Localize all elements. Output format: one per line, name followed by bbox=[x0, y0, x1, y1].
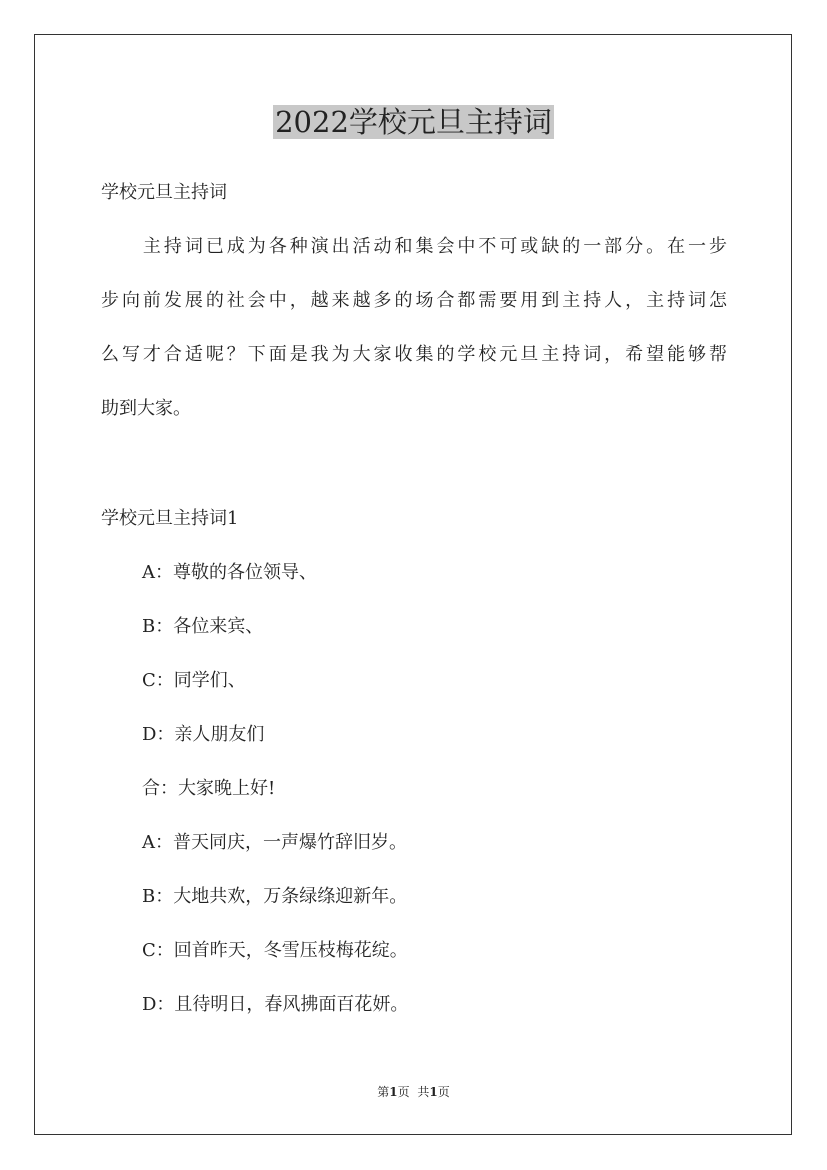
total-prefix: 共 bbox=[417, 1085, 430, 1099]
page-suffix: 页 bbox=[397, 1085, 410, 1099]
intro-line: 步向前发展的社会中，越来越多的场合都需要用到主持人，主持词怎 bbox=[101, 290, 727, 311]
dialogue-line: A：尊敬的各位领导、 bbox=[142, 562, 317, 583]
dialogue-line: D：且待明日，春风拂面百花妍。 bbox=[142, 994, 409, 1015]
total-number: 1 bbox=[429, 1085, 438, 1099]
intro-paragraph bbox=[101, 235, 727, 451]
dialogue-line: A：普天同庆，一声爆竹辞旧岁。 bbox=[142, 832, 407, 853]
page-prefix: 第 bbox=[377, 1085, 390, 1099]
dialogue-line: D：亲人朋友们 bbox=[142, 724, 265, 745]
intro-line: 助到大家。 bbox=[101, 398, 191, 419]
dialogue-line: C：同学们、 bbox=[142, 670, 246, 691]
intro-line: 么写才合适呢？下面是我为大家收集的学校元旦主持词，希望能够帮 bbox=[101, 344, 727, 365]
total-suffix: 页 bbox=[437, 1085, 450, 1099]
dialogue-line: B：大地共欢，万条绿绦迎新年。 bbox=[142, 886, 408, 907]
section-heading: 学校元旦主持词1 bbox=[101, 508, 239, 529]
dialogue-line: B：各位来宾、 bbox=[142, 616, 264, 637]
intro-line: 主持词已成为各种演出活动和集会中不可或缺的一部分。在一步 bbox=[101, 236, 727, 257]
dialogue-line: C：回首昨天，冬雪压枝梅花绽。 bbox=[142, 940, 408, 961]
document-subtitle: 学校元旦主持词 bbox=[101, 182, 227, 203]
page-footer bbox=[0, 1083, 827, 1101]
document-title-text: 2022学校元旦主持词 bbox=[275, 105, 552, 139]
dialogue-line: 合：大家晚上好! bbox=[142, 778, 276, 799]
document-title bbox=[0, 102, 827, 142]
page-number: 1 bbox=[389, 1085, 398, 1099]
